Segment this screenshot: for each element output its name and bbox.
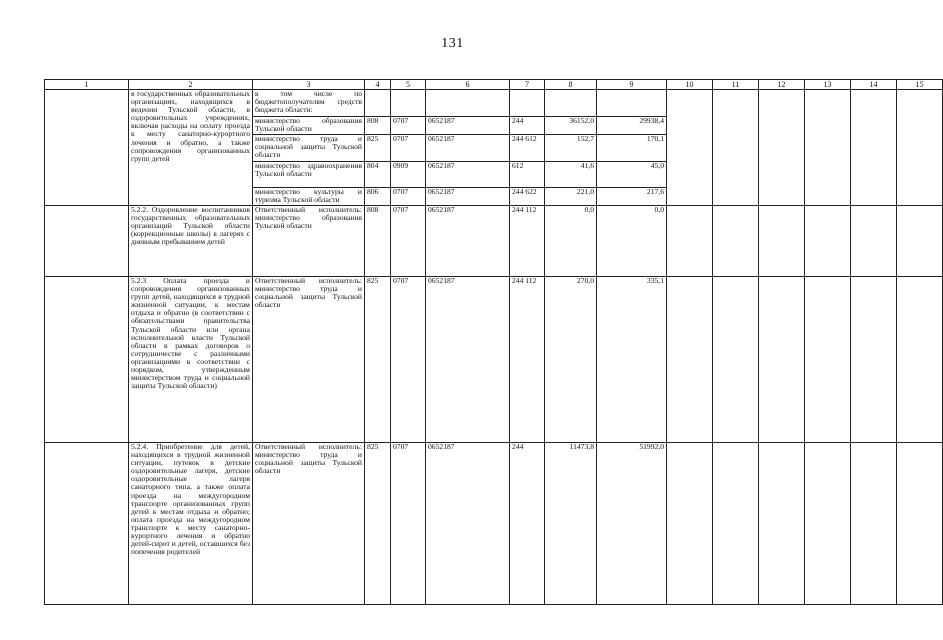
column-number: 1 xyxy=(45,80,129,90)
empty-cell xyxy=(759,277,805,443)
column-number: 13 xyxy=(805,80,851,90)
empty-cell xyxy=(759,443,805,605)
amount-8: 221,0 xyxy=(545,188,597,206)
executor-intro: в том числе по бюджетополучателям средств бюджета области: xyxy=(253,90,365,117)
empty-cell xyxy=(667,277,713,443)
ministry-code: 806 xyxy=(365,188,391,206)
empty-cell xyxy=(45,90,129,206)
empty-cell xyxy=(851,90,897,206)
empty-cell xyxy=(759,206,805,277)
table-row xyxy=(45,90,943,117)
ministry-code: 808 xyxy=(365,206,391,277)
empty-cell xyxy=(851,443,897,605)
executor-name: Ответственный исполнитель: министерство труда и социальной защиты Тульской области xyxy=(253,443,365,605)
target-code: 0652187 xyxy=(426,443,510,605)
empty-cell xyxy=(45,443,129,605)
executor-name: министерство здравоохранения Тульской области xyxy=(253,162,365,188)
expense-type: 244 112 xyxy=(510,206,545,277)
target-code: 0652187 xyxy=(426,162,510,188)
expense-type: 612 xyxy=(510,162,545,188)
section-code: 0707 xyxy=(391,277,426,443)
measure-description: 5.2.4. Приобретение для детей, находящихся в трудной жизненной ситуации, путевок в детские оздоровительные лагеря, детские оздоровительные лагеря санаторного типа, а также оплата проезда на междугородном транспорте организованных групп детей к местам отдыха и обратно; оплата проезда на междугородном транспорте к месту санаторно-курортного лечения и обратно детей-сирот и детей, оставшихся без попечения родителей xyxy=(129,443,253,605)
empty-cell xyxy=(45,206,129,277)
column-number: 4 xyxy=(365,80,391,90)
expense-type: 244 xyxy=(510,117,545,135)
measure-description: 5.2.2. Оздоровление воспитанников государственных образовательных организаций Тульской области (коррекционные школы) в лагерях с дневным пребыванием детей xyxy=(129,206,253,277)
empty-cell xyxy=(897,206,943,277)
ministry-code: 825 xyxy=(365,135,391,162)
column-number-row xyxy=(45,80,943,90)
ministry-code: 808 xyxy=(365,117,391,135)
empty-cell xyxy=(897,277,943,443)
empty-cell xyxy=(713,443,759,605)
amount-9: 0,0 xyxy=(597,206,667,277)
target-code: 0652187 xyxy=(426,135,510,162)
empty-cell xyxy=(545,90,597,117)
ministry-code: 804 xyxy=(365,162,391,188)
empty-cell xyxy=(667,206,713,277)
column-number: 7 xyxy=(510,80,545,90)
expense-type: 244 622 xyxy=(510,188,545,206)
target-code: 0652187 xyxy=(426,206,510,277)
empty-cell xyxy=(805,443,851,605)
section-code: 0707 xyxy=(391,188,426,206)
section-code: 0707 xyxy=(391,443,426,605)
executor-name: Ответственный исполнитель: министерство труда и социальной защиты Тульской области xyxy=(253,277,365,443)
column-number: 12 xyxy=(759,80,805,90)
amount-8: 41,6 xyxy=(545,162,597,188)
amount-9: 29938,4 xyxy=(597,117,667,135)
empty-cell xyxy=(365,90,391,117)
empty-cell xyxy=(805,277,851,443)
empty-cell xyxy=(667,443,713,605)
empty-cell xyxy=(851,206,897,277)
executor-name: министерство культуры и туризма Тульской области xyxy=(253,188,365,206)
expense-type: 244 xyxy=(510,443,545,605)
ministry-code: 825 xyxy=(365,443,391,605)
empty-cell xyxy=(805,206,851,277)
empty-cell xyxy=(713,206,759,277)
column-number: 3 xyxy=(253,80,365,90)
amount-9: 217,6 xyxy=(597,188,667,206)
amount-8: 0,0 xyxy=(545,206,597,277)
column-number: 6 xyxy=(426,80,510,90)
empty-cell xyxy=(805,90,851,206)
expense-type: 244 112 xyxy=(510,277,545,443)
column-number: 11 xyxy=(713,80,759,90)
amount-9: 170,1 xyxy=(597,135,667,162)
amount-8: 11473,8 xyxy=(545,443,597,605)
table-row xyxy=(45,443,943,605)
column-number: 5 xyxy=(391,80,426,90)
executor-name: министерство труда и социальной защиты Тульской области xyxy=(253,135,365,162)
column-number: 8 xyxy=(545,80,597,90)
amount-8: 36152,0 xyxy=(545,117,597,135)
page-number: 131 xyxy=(441,36,464,51)
target-code: 0652187 xyxy=(426,117,510,135)
table-row xyxy=(45,277,943,443)
empty-cell xyxy=(510,90,545,117)
column-number: 14 xyxy=(851,80,897,90)
section-code: 0707 xyxy=(391,117,426,135)
empty-cell xyxy=(713,90,759,206)
empty-cell xyxy=(45,277,129,443)
expense-type: 244 612 xyxy=(510,135,545,162)
measure-description: 5.2.3 Оплата проезда и сопровождения организованных групп детей, находящихся в трудной жизненной ситуации, к местам отдыха и обратно (в соответствии с обязательствами правительства Тульской области или органа исполнительной власти Тульской области в рамках договоров о сотрудничестве с различными организациями в соответствии с порядком, утвержденным министерством труда и социальной защиты Тульской области) xyxy=(129,277,253,443)
empty-cell xyxy=(897,90,943,206)
column-number: 2 xyxy=(129,80,253,90)
table-row xyxy=(45,206,943,277)
ministry-code: 825 xyxy=(365,277,391,443)
column-number: 9 xyxy=(597,80,667,90)
amount-9: 45,0 xyxy=(597,162,667,188)
amount-8: 270,0 xyxy=(545,277,597,443)
amount-8: 152,7 xyxy=(545,135,597,162)
empty-cell xyxy=(667,90,713,206)
section-code: 0707 xyxy=(391,135,426,162)
empty-cell xyxy=(897,443,943,605)
column-number: 10 xyxy=(667,80,713,90)
amount-9: 335,1 xyxy=(597,277,667,443)
empty-cell xyxy=(426,90,510,117)
empty-cell xyxy=(597,90,667,117)
empty-cell xyxy=(713,277,759,443)
measure-description: в государственных образовательных организациях, находящихся в ведении Тульской области, в оздоровительных учреждениях, включая расходы на оплату проезда к месту санаторно-курортного лечения и обратно, а также сопровождения организованных групп детей xyxy=(129,90,253,206)
budget-table xyxy=(44,79,943,605)
empty-cell xyxy=(851,277,897,443)
section-code: 0707 xyxy=(391,206,426,277)
empty-cell xyxy=(391,90,426,117)
target-code: 0652187 xyxy=(426,188,510,206)
executor-name: Ответственный исполнитель: министерство образования Тульской области xyxy=(253,206,365,277)
amount-9: 51992,0 xyxy=(597,443,667,605)
target-code: 0652187 xyxy=(426,277,510,443)
executor-name: министерство образования Тульской области xyxy=(253,117,365,135)
empty-cell xyxy=(759,90,805,206)
section-code: 0909 xyxy=(391,162,426,188)
column-number: 15 xyxy=(897,80,943,90)
